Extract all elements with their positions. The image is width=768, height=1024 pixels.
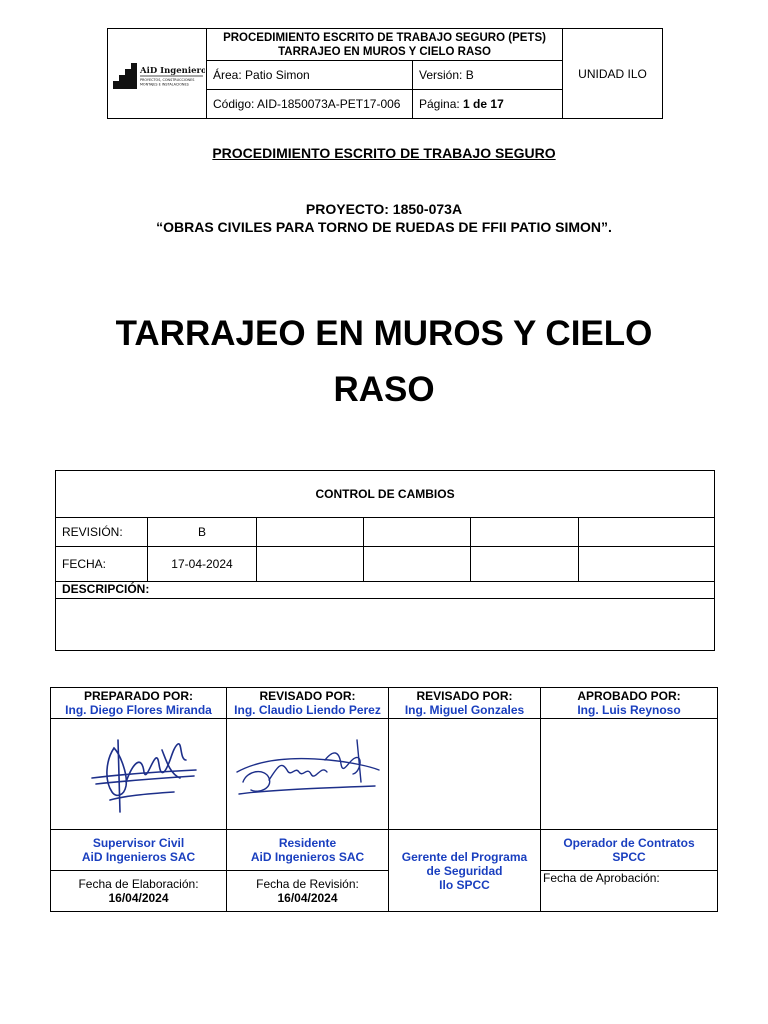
- fecha-empty-cell: [364, 547, 471, 582]
- code-cell: [207, 90, 413, 119]
- project-code: PROYECTO: 1850-073A: [305, 201, 463, 217]
- person-name: Ing. Luis Reynoso: [577, 703, 681, 717]
- revision-empty-cell: [364, 518, 471, 547]
- role-label: APROBADO POR:: [577, 689, 681, 703]
- date-cell: [227, 871, 389, 912]
- person-name: Ing. Diego Flores Miranda: [65, 703, 212, 717]
- version-label: Versión:: [419, 68, 463, 82]
- fecha-empty-cell: [471, 547, 579, 582]
- position-line: AiD Ingenieros SAC: [81, 850, 196, 864]
- signature-image: [54, 720, 224, 826]
- fecha-empty-cell: [579, 547, 715, 582]
- version-cell: [413, 61, 563, 90]
- area-cell: [207, 61, 413, 90]
- position-line: Residente: [278, 836, 337, 850]
- code-label: Código:: [213, 97, 255, 111]
- page-label: Página:: [419, 97, 460, 111]
- logo-stairs-icon: [109, 47, 205, 97]
- descripcion-body: [56, 599, 715, 651]
- prepared-by-header: [51, 688, 227, 719]
- document-heading: PROCEDIMIENTO ESCRITO DE TRABAJO SEGURO: [212, 145, 556, 161]
- approval-table: [50, 687, 718, 912]
- document-header: [107, 28, 663, 119]
- position-cell: [227, 830, 389, 871]
- fecha-empty-cell: [257, 547, 364, 582]
- area-label: Área:: [213, 68, 242, 82]
- approved-by-header: [541, 688, 718, 719]
- revision-empty-cell: [257, 518, 364, 547]
- signature-cell: [227, 719, 389, 830]
- position-cell: [389, 830, 541, 912]
- page-cell: [413, 90, 563, 119]
- signature-cell-empty: [541, 719, 718, 830]
- date-label: Fecha de Aprobación:: [543, 871, 660, 885]
- date-cell: [51, 871, 227, 912]
- change-control-table: [55, 470, 715, 651]
- company-logo: [108, 29, 207, 119]
- fecha-label: FECHA:: [56, 547, 148, 582]
- date-label: Fecha de Revisión:: [256, 877, 359, 891]
- svg-text:MONTAJES E INSTALACIONES: MONTAJES E INSTALACIONES: [140, 82, 189, 87]
- position-cell: [541, 830, 718, 871]
- signature-cell-empty: [389, 719, 541, 830]
- position-cell: [51, 830, 227, 871]
- signature-cell: [51, 719, 227, 830]
- role-label: REVISADO POR:: [259, 689, 356, 703]
- revision-value: B: [148, 518, 257, 547]
- person-name: Ing. Miguel Gonzales: [404, 703, 525, 717]
- header-title-line1: PROCEDIMIENTO ESCRITO DE TRABAJO SEGURO (PETS): [223, 31, 546, 44]
- position-line: Gerente del Programa: [401, 849, 528, 864]
- change-control-title: CONTROL DE CAMBIOS: [56, 471, 715, 518]
- position-line: SPCC: [612, 850, 646, 864]
- document-title-line1: TARRAJEO EN MUROS Y CIELO: [115, 314, 653, 353]
- date-value: 16/04/2024: [108, 891, 169, 905]
- person-name: Ing. Claudio Liendo Perez: [234, 703, 381, 717]
- revision-empty-cell: [471, 518, 579, 547]
- header-title: [207, 29, 563, 61]
- header-title-line2: TARRAJEO EN MUROS Y CIELO RASO: [278, 45, 491, 58]
- reviewed-by-header: [389, 688, 541, 719]
- project-description: “OBRAS CIVILES PARA TORNO DE RUEDAS DE FFII PATIO SIMON”.: [156, 219, 612, 235]
- unit-label: UNIDAD ILO: [563, 29, 663, 119]
- revision-empty-cell: [579, 518, 715, 547]
- date-cell: [541, 871, 718, 912]
- date-value: 16/04/2024: [277, 891, 338, 905]
- code-value: AID-1850073A-PET17-006: [257, 97, 401, 111]
- descripcion-label: DESCRIPCIÓN:: [56, 582, 715, 599]
- position-line: AiD Ingenieros SAC: [250, 850, 365, 864]
- position-line: Operador de Contratos: [563, 836, 695, 850]
- svg-text:PROYECTOS, CONSTRUCCIONES: PROYECTOS, CONSTRUCCIONES: [140, 78, 195, 82]
- logo-text: AiD Ingenieros: [140, 66, 205, 76]
- reviewed-by-header: [227, 688, 389, 719]
- date-label: Fecha de Elaboración:: [78, 877, 199, 891]
- role-label: PREPARADO POR:: [83, 689, 194, 703]
- position-line: Ilo SPCC: [439, 877, 490, 892]
- position-line: de Seguridad: [426, 863, 503, 878]
- version-value: B: [465, 68, 474, 82]
- position-line: Supervisor Civil: [92, 836, 185, 850]
- document-title: [0, 306, 768, 418]
- area-value: Patio Simon: [245, 68, 310, 82]
- role-label: REVISADO POR:: [416, 689, 513, 703]
- fecha-value: 17-04-2024: [148, 547, 257, 582]
- document-title-line2: RASO: [333, 370, 435, 409]
- signature-image: [229, 720, 387, 826]
- revision-label: REVISIÓN:: [56, 518, 148, 547]
- page-value: 1 de 17: [463, 97, 504, 111]
